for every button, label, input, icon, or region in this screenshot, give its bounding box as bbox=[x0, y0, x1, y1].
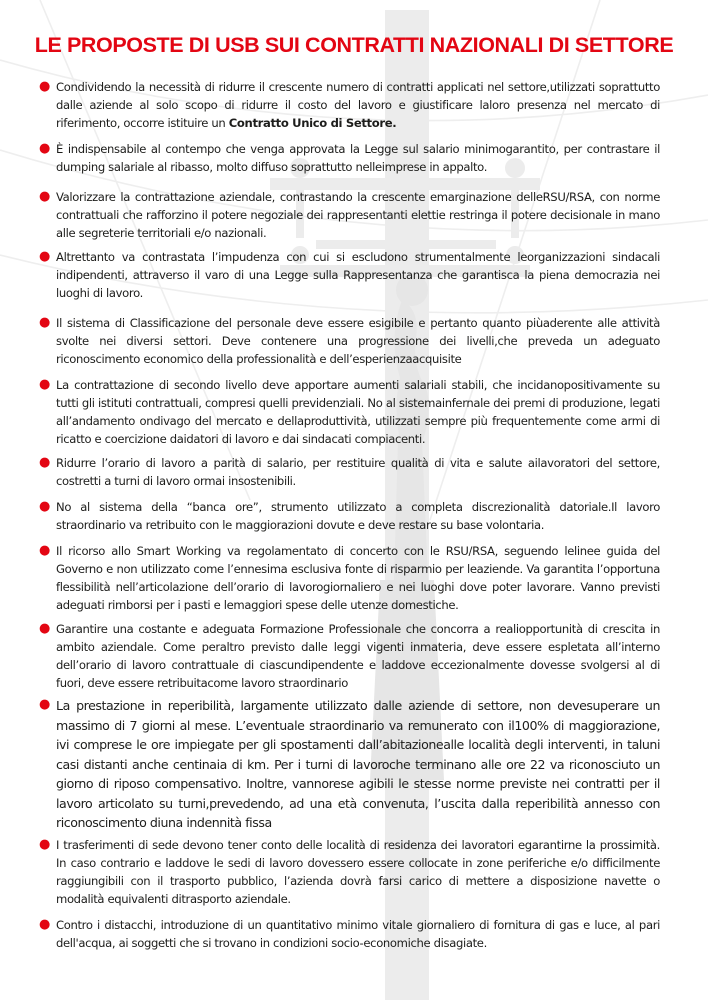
bullet-icon: ● bbox=[39, 79, 50, 94]
list-item-text: La contrattazione di secondo livello deve apportare aumenti salariali stabili, che incidanopositivamente su tutti gli istituti contrattuali, compresi quelli previdenziali. No al sistemainfernale dei premi di produzione, legati all’andamento ondivago del mercato e dellaproduttività, utilizzati sempre più frequentemente come armi di ricatto e coercizione daidatori di lavoro e dai sindacati compiacenti. bbox=[56, 378, 660, 446]
contratto-unico-emphasis: Contratto Unico di Settore. bbox=[228, 116, 397, 130]
bullet-icon: ● bbox=[39, 697, 50, 712]
list-item-text: Ridurre l’orario di lavoro a parità di salario, per restituire qualità di vita e salute ailavoratori del settore, costretti a turni di lavoro ormai insostenibili. bbox=[56, 456, 660, 488]
list-item bbox=[39, 498, 660, 534]
bullet-icon: ● bbox=[39, 315, 50, 330]
list-item bbox=[39, 916, 660, 952]
list-item-text: No al sistema della “banca ore”, strumento utilizzato a completa discrezionalità datoriale.Il lavoro straordinario va retribuito con le maggiorazioni dovute e deve restare su base volontaria. bbox=[56, 500, 660, 532]
list-item bbox=[39, 620, 660, 692]
list-item-text: È indispensabile al contempo che venga approvata la Legge sul salario minimogarantito, per contrastare il dumping salariale al ribasso, molto diffuso soprattutto nelleimprese in appalto. bbox=[56, 142, 660, 174]
list-item bbox=[39, 314, 660, 368]
bullet-icon: ● bbox=[39, 543, 50, 558]
list-item bbox=[39, 454, 660, 490]
bullet-icon: ● bbox=[39, 621, 50, 636]
bullet-icon: ● bbox=[39, 499, 50, 514]
list-item bbox=[39, 696, 660, 833]
list-item bbox=[39, 836, 660, 908]
bullet-icon: ● bbox=[39, 837, 50, 852]
list-item-text: La prestazione in reperibilità, largamente utilizzato dalle aziende di settore, non devesuperare un massimo di 7 giorni al mese. L’eventuale straordinario va remunerato con il100% di maggiorazione, ivi comprese le ore impiegate per gli spostamenti dall’abitazionealle località degli interventi, in taluni casi distanti anche centinaia di km. Per i turni di lavoroche terminano alle ore 22 va riconosciuto un giorno di riposo compensativo. Inoltre, vannorese agibili le stesse norme previste nei contratti per il lavoro articolato su turni,prevedendo, ad una età convenuta, l’uscita dalla reperibilità annesso con riconoscimento diuna indennità fissa bbox=[56, 698, 660, 830]
bullet-icon: ● bbox=[39, 917, 50, 932]
list-item-text: Garantire una costante e adeguata Formazione Professionale che concorra a realiopportunità di crescita in ambito aziendale. Come peraltro previsto dalle leggi vigenti inmateria, deve essere espletata all’interno dell’orario di lavoro contrattuale di ciascundipendente e laddove eccezionalmente dovesse svolgersi al di fuori, deve essere retribuitacome lavoro straordinario bbox=[56, 622, 660, 690]
bullet-icon: ● bbox=[39, 377, 50, 392]
list-item bbox=[39, 78, 660, 132]
list-item-text: Contro i distacchi, introduzione di un quantitativo minimo vitale giornaliero di fornitura di gas e luce, al pari dell'acqua, ai soggetti che si trovano in condizioni socio-economiche disagiate. bbox=[56, 918, 660, 950]
bullet-icon: ● bbox=[39, 455, 50, 470]
list-item-text-start: Condividendo la necessità di ridurre il crescente numero di contratti applicati nel settore,utilizzati soprattutto dalle aziende al solo scopo di ridurre il costo del lavoro e giustificare laloro presenza nel mercato di riferimento, occorre istituire un bbox=[56, 80, 660, 130]
list-item bbox=[39, 542, 660, 614]
list-item bbox=[39, 188, 660, 242]
bullet-icon: ● bbox=[39, 249, 50, 264]
list-item bbox=[39, 376, 660, 448]
list-item-text: Valorizzare la contrattazione aziendale, contrastando la crescente emarginazione delleRSU/RSA, con norme contrattuali che rafforzino il potere negoziale dei rappresentanti elettie restringa il potere decisionale in mano alle segreterie territoriali e/o nazionali. bbox=[56, 190, 660, 240]
list-item-text: I trasferimenti di sede devono tener conto delle località di residenza dei lavoratori egarantirne la prossimità. In caso contrario e laddove le sedi di lavoro dovessero essere collocate in zone periferiche e/o difficilmente raggiungibili con il trasporto pubblico, l’azienda dovrà farsi carico di mettere a disposizione navette o modalità equivalenti ditrasporto aziendale. bbox=[56, 838, 660, 906]
bullet-icon: ● bbox=[39, 189, 50, 204]
list-item-text: Altrettanto va contrastata l’impudenza con cui si escludono strumentalmente leorganizzazioni sindacali indipendenti, attraverso il varo di una Legge sulla Rappresentanza che garantisca la piena democrazia nei luoghi di lavoro. bbox=[56, 250, 660, 300]
page-title: LE PROPOSTE DI USB SUI CONTRATTI NAZIONALI DI SETTORE bbox=[34, 33, 674, 57]
list-item bbox=[39, 248, 660, 302]
list-item bbox=[39, 140, 660, 176]
list-item-text bbox=[56, 78, 660, 132]
list-item-text: Il ricorso allo Smart Working va regolamentato di concerto con le RSU/RSA, seguendo lelinee guida del Governo e non utilizzato come l’ennesima esclusiva fonte di risparmio per leaziende. Va garantita l’opportuna flessibilità nell’articolazione dell’orario di lavorogiornaliero e nei luoghi dove poter lavorare. Vanno previsti adeguati rimborsi per i pasti e lemaggiori spese delle utenze domestiche. bbox=[56, 544, 660, 612]
list-item-text: Il sistema di Classificazione del personale deve essere esigibile e pertanto quanto piùaderente alle attività svolte nei diversi settori. Deve contenere una progressione dei livelli,che preveda un adeguato riconoscimento economico della professionalità e dell’esperienzaacquisite bbox=[56, 316, 660, 366]
bullet-icon: ● bbox=[39, 141, 50, 156]
